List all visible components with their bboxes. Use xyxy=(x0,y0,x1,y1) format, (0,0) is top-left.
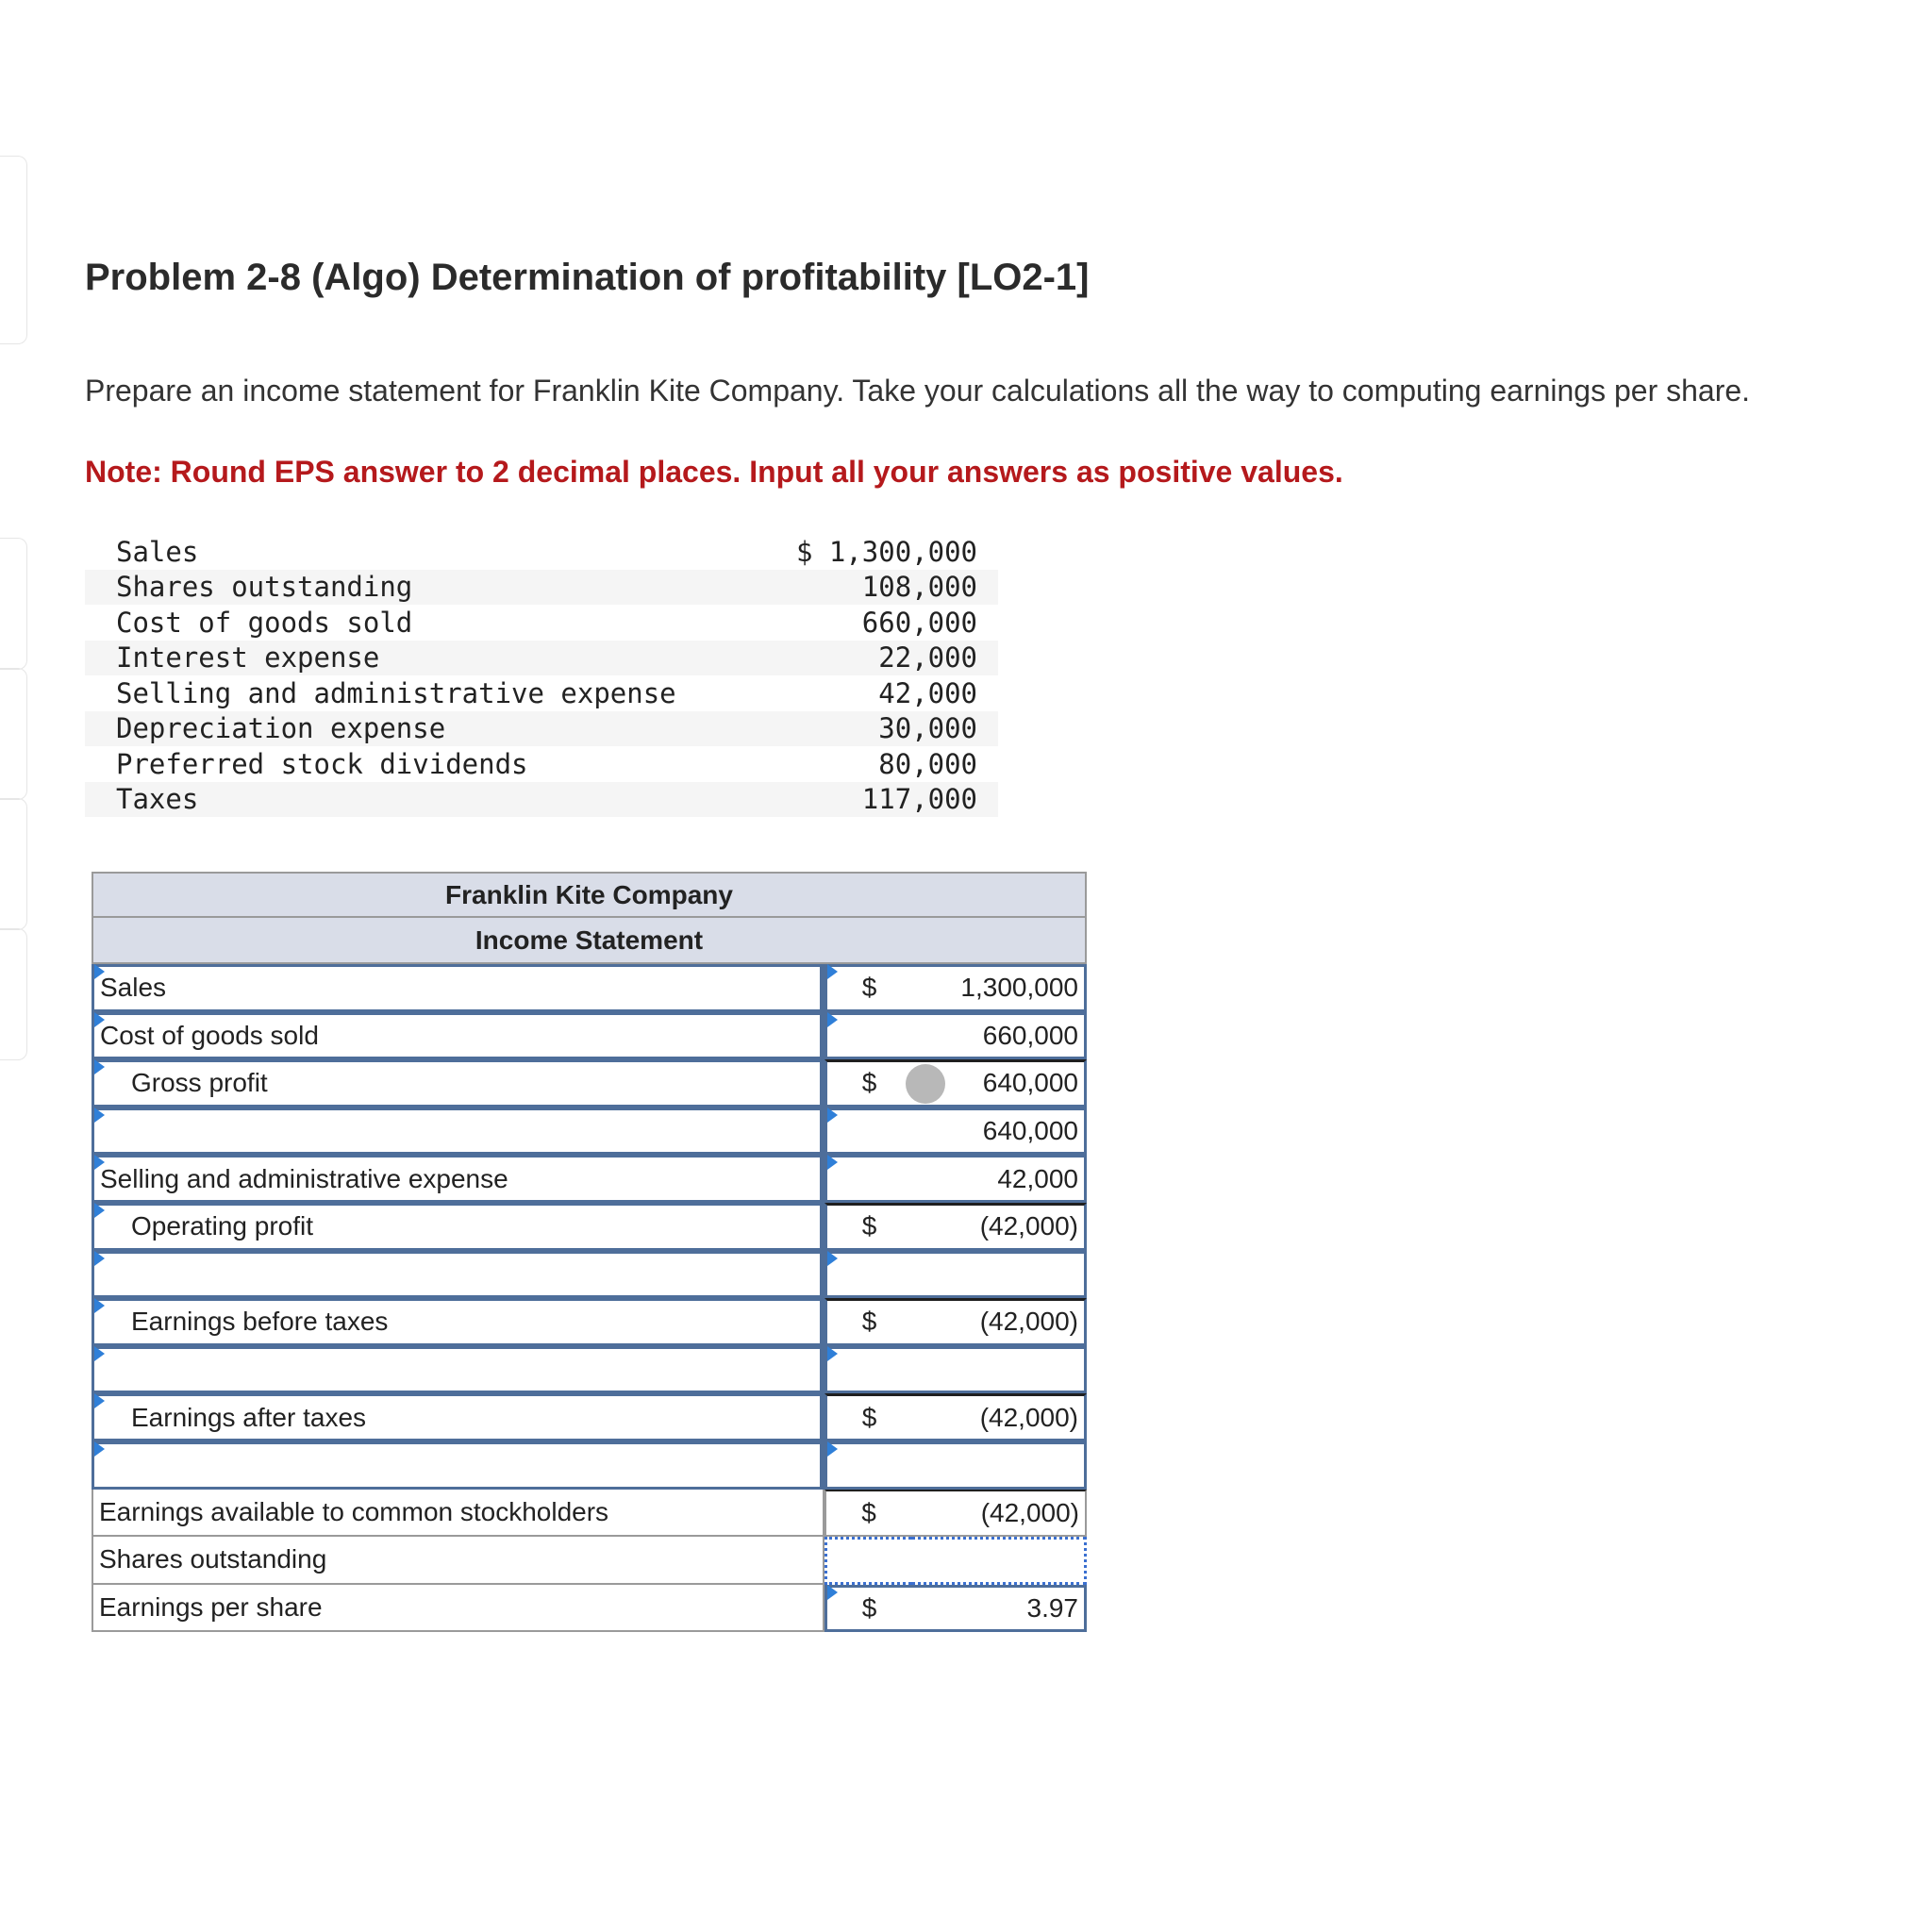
row-label: Selling and administrative expense xyxy=(100,1163,508,1193)
amount-input[interactable]: 660,000 xyxy=(911,1012,1087,1060)
note-text: Note: Round EPS answer to 2 decimal places. Input all your answers as positive values. xyxy=(85,455,1343,489)
row-label: Sales xyxy=(100,973,167,1003)
dropdown-marker-icon xyxy=(827,1585,838,1600)
label-dropdown[interactable] xyxy=(92,1251,824,1299)
dropdown-marker-icon xyxy=(94,1059,105,1074)
dropdown-marker-icon xyxy=(94,964,105,979)
currency-cell xyxy=(824,1155,911,1203)
currency-symbol: $ xyxy=(861,1211,877,1241)
given-value: 30,000 xyxy=(878,712,977,745)
left-panel-edge xyxy=(0,538,27,670)
label-dropdown[interactable] xyxy=(92,1203,824,1251)
given-value: 117,000 xyxy=(861,783,977,816)
label-dropdown[interactable] xyxy=(92,1108,824,1156)
left-panel-edge xyxy=(0,668,27,800)
statement-title-header: Income Statement xyxy=(92,918,1087,964)
given-label: Sales xyxy=(116,535,199,568)
label-dropdown[interactable] xyxy=(92,1441,824,1490)
amount-input[interactable]: 640,000 xyxy=(911,1108,1087,1156)
amount-input[interactable] xyxy=(911,1441,1087,1490)
statement-row-shares-outstanding xyxy=(92,1537,1087,1585)
currency-cell xyxy=(824,1490,911,1538)
left-panel-edge xyxy=(0,156,27,344)
statement-row-eps xyxy=(92,1585,1087,1633)
left-panel-edge xyxy=(0,798,27,930)
currency-cell xyxy=(824,1537,911,1585)
given-row xyxy=(85,641,998,676)
given-label: Interest expense xyxy=(116,641,380,675)
given-row xyxy=(85,605,998,641)
row-label: Earnings available to common stockholders xyxy=(99,1496,609,1526)
amount-input[interactable]: 1,300,000 xyxy=(911,964,1087,1012)
statement-row-blank xyxy=(92,1251,1087,1299)
currency-cell xyxy=(824,1298,911,1346)
row-label: Earnings before taxes xyxy=(131,1307,389,1337)
currency-cell xyxy=(824,1393,911,1441)
currency-symbol: $ xyxy=(861,973,877,1003)
label-dropdown[interactable] xyxy=(92,1155,824,1203)
currency-symbol: $ xyxy=(861,1402,877,1432)
row-label: Gross profit xyxy=(131,1068,268,1098)
given-row xyxy=(85,534,998,570)
given-row xyxy=(85,782,998,818)
dropdown-marker-icon xyxy=(827,1108,838,1123)
currency-symbol: $ xyxy=(861,1593,877,1624)
statement-row-blank xyxy=(92,1346,1087,1394)
label-dropdown[interactable] xyxy=(92,1298,824,1346)
label-dropdown[interactable] xyxy=(92,964,824,1012)
label-dropdown[interactable] xyxy=(92,1012,824,1060)
statement-row-operating-profit xyxy=(92,1203,1087,1251)
instructions-text: Prepare an income statement for Franklin Kite Company. Take your calculations all the way to computing earnings per share. xyxy=(85,374,1751,408)
given-value: $ 1,300,000 xyxy=(795,535,977,568)
given-value: 660,000 xyxy=(861,606,977,639)
given-value: 42,000 xyxy=(878,676,977,709)
given-row xyxy=(85,711,998,747)
dropdown-marker-icon xyxy=(827,1346,838,1361)
given-row xyxy=(85,675,998,711)
dropdown-marker-icon xyxy=(827,1155,838,1170)
statement-row-sales xyxy=(92,964,1087,1012)
currency-cell xyxy=(824,1059,911,1108)
given-label: Cost of goods sold xyxy=(116,606,413,639)
dropdown-marker-icon xyxy=(827,1251,838,1266)
amount-input[interactable]: (42,000) xyxy=(911,1203,1087,1251)
amount-input[interactable]: (42,000) xyxy=(911,1393,1087,1441)
row-label: Operating profit xyxy=(131,1211,313,1241)
given-value: 80,000 xyxy=(878,747,977,780)
row-label: Earnings per share xyxy=(99,1592,323,1623)
label-dropdown[interactable] xyxy=(92,1346,824,1394)
statement-row-selling-admin xyxy=(92,1155,1087,1203)
cursor-indicator xyxy=(906,1064,945,1104)
dropdown-marker-icon xyxy=(94,1441,105,1457)
currency-cell xyxy=(824,964,911,1012)
given-label: Taxes xyxy=(116,783,199,816)
currency-symbol: $ xyxy=(861,1307,877,1337)
dropdown-marker-icon xyxy=(94,1346,105,1361)
dropdown-marker-icon xyxy=(94,1012,105,1027)
dropdown-marker-icon xyxy=(94,1155,105,1170)
given-label: Shares outstanding xyxy=(116,571,413,604)
shares-outstanding-input[interactable] xyxy=(911,1537,1087,1585)
dropdown-marker-icon xyxy=(827,1441,838,1457)
dropdown-marker-icon xyxy=(94,1108,105,1123)
statement-row-blank xyxy=(92,1108,1087,1156)
label-dropdown[interactable] xyxy=(92,1393,824,1441)
row-label-cell xyxy=(92,1490,824,1538)
currency-cell xyxy=(824,1346,911,1394)
company-name-header: Franklin Kite Company xyxy=(92,872,1087,918)
currency-cell xyxy=(824,1441,911,1490)
currency-cell xyxy=(824,1108,911,1156)
given-row xyxy=(85,746,998,782)
currency-cell xyxy=(824,1012,911,1060)
statement-row-earnings-before-taxes xyxy=(92,1298,1087,1346)
left-panel-edge xyxy=(0,928,27,1060)
amount-input[interactable] xyxy=(911,1346,1087,1394)
given-label: Depreciation expense xyxy=(116,712,446,745)
statement-row-blank xyxy=(92,1441,1087,1490)
dropdown-marker-icon xyxy=(827,964,838,979)
row-label: Earnings after taxes xyxy=(131,1402,367,1432)
currency-cell xyxy=(824,1585,911,1633)
row-label: Shares outstanding xyxy=(99,1544,327,1574)
income-statement-worksheet xyxy=(92,872,1087,1632)
dropdown-marker-icon xyxy=(827,1012,838,1027)
amount-input[interactable] xyxy=(911,1251,1087,1299)
statement-row-cogs xyxy=(92,1012,1087,1060)
dropdown-marker-icon xyxy=(94,1251,105,1266)
given-data-table xyxy=(85,534,998,817)
given-row xyxy=(85,570,998,606)
page-title: Problem 2-8 (Algo) Determination of profitability [LO2-1] xyxy=(85,257,1090,298)
label-dropdown[interactable] xyxy=(92,1059,824,1108)
amount-input[interactable]: 42,000 xyxy=(911,1155,1087,1203)
row-label-cell xyxy=(92,1585,824,1633)
statement-row-earnings-after-taxes xyxy=(92,1393,1087,1441)
dropdown-marker-icon xyxy=(94,1298,105,1313)
currency-symbol: $ xyxy=(861,1068,877,1098)
currency-cell xyxy=(824,1251,911,1299)
row-label: Cost of goods sold xyxy=(100,1020,319,1050)
currency-symbol: $ xyxy=(861,1497,876,1527)
eps-input[interactable]: 3.97 xyxy=(911,1585,1087,1633)
amount-input[interactable]: 640,000 xyxy=(911,1059,1087,1108)
dropdown-marker-icon xyxy=(94,1393,105,1408)
row-label-cell xyxy=(92,1537,824,1585)
statement-row-earnings-available xyxy=(92,1490,1087,1538)
given-label: Selling and administrative expense xyxy=(116,676,676,709)
currency-cell xyxy=(824,1203,911,1251)
amount-value: (42,000) xyxy=(911,1490,1087,1538)
given-label: Preferred stock dividends xyxy=(116,747,528,780)
dropdown-marker-icon xyxy=(94,1203,105,1218)
amount-input[interactable]: (42,000) xyxy=(911,1298,1087,1346)
given-value: 22,000 xyxy=(878,641,977,675)
given-value: 108,000 xyxy=(861,571,977,604)
